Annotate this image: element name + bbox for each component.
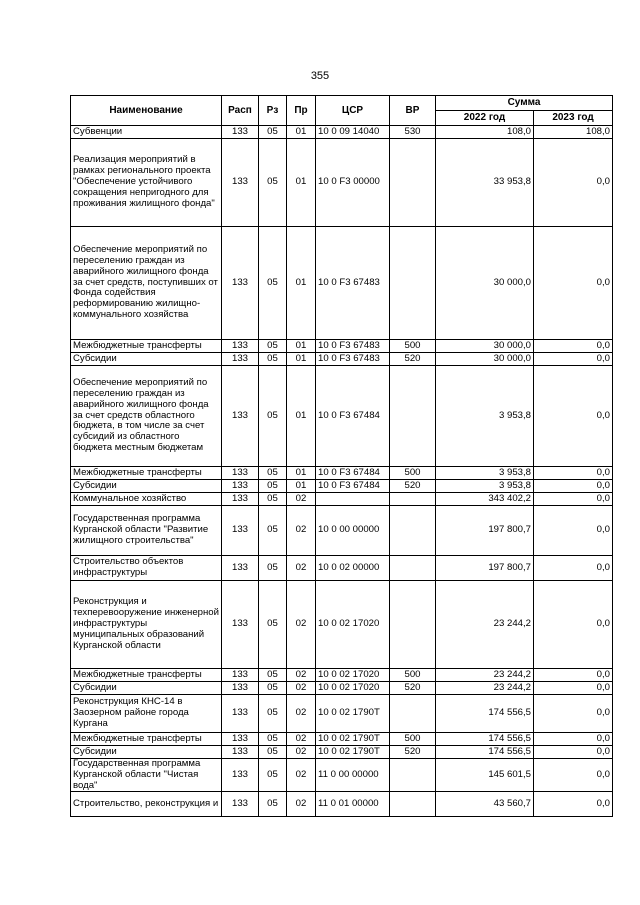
cell-rz: 05 [259,480,287,493]
cell-vr: 500 [390,467,436,480]
cell-sum-2022: 174 556,5 [436,746,534,759]
cell-sum-2022: 174 556,5 [436,733,534,746]
cell-sum-2022: 3 953,8 [436,366,534,467]
cell-pr: 01 [287,467,316,480]
cell-pr: 02 [287,695,316,733]
cell-rz: 05 [259,792,287,817]
cell-sum-2022: 23 244,2 [436,581,534,669]
cell-rasp: 133 [222,682,259,695]
cell-vr [390,695,436,733]
cell-vr [390,759,436,792]
cell-name: Государственная программа Курганской области "Развитие жилищного строительства" [71,506,222,556]
header-year-2022: 2022 год [436,111,534,126]
cell-name: Субсидии [71,746,222,759]
cell-vr [390,792,436,817]
cell-vr [390,556,436,581]
cell-pr: 01 [287,139,316,227]
header-csr: ЦСР [316,96,390,126]
header-rz: Рз [259,96,287,126]
cell-vr: 520 [390,480,436,493]
cell-rasp: 133 [222,139,259,227]
page-number: 355 [310,70,330,82]
cell-rz: 05 [259,227,287,340]
cell-name: Реконструкция КНС-14 в Заозерном районе города Кургана [71,695,222,733]
cell-rasp: 133 [222,669,259,682]
cell-rz: 05 [259,556,287,581]
cell-name: Обеспечение мероприятий по переселению граждан из аварийного жилищного фонда за счет средств областного бюджета, в том числе за счет субсидий из областного бюджета местным бюджетам [71,366,222,467]
cell-vr [390,493,436,506]
cell-name: Субсидии [71,353,222,366]
table-row [71,493,613,506]
cell-csr: 10 0 F3 67483 [316,340,390,353]
cell-name: Коммунальное хозяйство [71,493,222,506]
cell-sum-2022: 197 800,7 [436,506,534,556]
cell-csr: 10 0 00 00000 [316,506,390,556]
table-row [71,340,613,353]
cell-pr: 02 [287,682,316,695]
cell-pr: 02 [287,759,316,792]
cell-csr: 10 0 02 1790Т [316,733,390,746]
cell-sum-2022: 343 402,2 [436,493,534,506]
cell-pr: 01 [287,480,316,493]
cell-pr: 02 [287,556,316,581]
budget-table [70,95,613,817]
cell-rasp: 133 [222,353,259,366]
table-row [71,556,613,581]
cell-vr: 520 [390,353,436,366]
table-row [71,746,613,759]
cell-sum-2022: 43 560,7 [436,792,534,817]
cell-sum-2022: 30 000,0 [436,353,534,366]
cell-name: Субсидии [71,682,222,695]
cell-csr: 10 0 F3 67484 [316,366,390,467]
table-row [71,759,613,792]
cell-sum-2022: 108,0 [436,126,534,139]
cell-vr: 500 [390,733,436,746]
cell-rz: 05 [259,493,287,506]
header-year-2023: 2023 год [534,111,613,126]
cell-rz: 05 [259,669,287,682]
cell-sum-2023: 0,0 [534,556,613,581]
cell-rasp: 133 [222,340,259,353]
cell-rasp: 133 [222,581,259,669]
cell-sum-2023: 0,0 [534,139,613,227]
cell-csr: 10 0 F3 67484 [316,467,390,480]
cell-rasp: 133 [222,506,259,556]
cell-rz: 05 [259,682,287,695]
cell-pr: 01 [287,366,316,467]
cell-sum-2022: 3 953,8 [436,467,534,480]
cell-csr: 10 0 02 00000 [316,556,390,581]
header-pr: Пр [287,96,316,126]
cell-sum-2022: 33 953,8 [436,139,534,227]
cell-vr: 520 [390,746,436,759]
cell-name: Обеспечение мероприятий по переселению граждан из аварийного жилищного фонда за счет средств, поступивших от Фонда содействия реформированию жилищно-коммунального хозяйства [71,227,222,340]
table-row [71,126,613,139]
cell-csr [316,493,390,506]
cell-name: Субсидии [71,480,222,493]
cell-sum-2022: 3 953,8 [436,480,534,493]
cell-csr: 10 0 02 1790Т [316,695,390,733]
cell-rasp: 133 [222,746,259,759]
cell-sum-2023: 0,0 [534,581,613,669]
cell-csr: 10 0 F3 67483 [316,353,390,366]
cell-sum-2023: 0,0 [534,366,613,467]
cell-sum-2023: 0,0 [534,733,613,746]
cell-vr [390,227,436,340]
cell-sum-2022: 174 556,5 [436,695,534,733]
cell-name: Межбюджетные трансферты [71,669,222,682]
cell-sum-2022: 30 000,0 [436,340,534,353]
cell-vr: 520 [390,682,436,695]
cell-sum-2022: 30 000,0 [436,227,534,340]
cell-rasp: 133 [222,759,259,792]
table-row [71,480,613,493]
cell-rz: 05 [259,506,287,556]
cell-pr: 02 [287,792,316,817]
cell-pr: 02 [287,493,316,506]
cell-pr: 02 [287,746,316,759]
table-row [71,227,613,340]
cell-csr: 10 0 09 14040 [316,126,390,139]
cell-vr [390,581,436,669]
cell-pr: 01 [287,353,316,366]
cell-name: Строительство, реконструкция и [71,792,222,817]
cell-sum-2023: 108,0 [534,126,613,139]
cell-pr: 01 [287,340,316,353]
cell-name: Межбюджетные трансферты [71,467,222,480]
cell-sum-2023: 0,0 [534,340,613,353]
cell-csr: 10 0 02 17020 [316,581,390,669]
table-row [71,506,613,556]
cell-csr: 11 0 01 00000 [316,792,390,817]
cell-rasp: 133 [222,792,259,817]
header-name: Наименование [71,96,222,126]
cell-rasp: 133 [222,733,259,746]
table-row [71,467,613,480]
cell-sum-2023: 0,0 [534,353,613,366]
cell-name: Межбюджетные трансферты [71,733,222,746]
cell-pr: 02 [287,506,316,556]
table-row [71,695,613,733]
cell-sum-2023: 0,0 [534,227,613,340]
cell-rasp: 133 [222,493,259,506]
table-row [71,682,613,695]
cell-csr: 11 0 00 00000 [316,759,390,792]
table-row [71,581,613,669]
cell-sum-2023: 0,0 [534,759,613,792]
cell-sum-2022: 197 800,7 [436,556,534,581]
cell-vr [390,506,436,556]
cell-rz: 05 [259,733,287,746]
cell-csr: 10 0 02 1790Т [316,746,390,759]
cell-vr [390,366,436,467]
cell-name: Строительство объектов инфраструктуры [71,556,222,581]
cell-vr: 500 [390,669,436,682]
cell-rasp: 133 [222,480,259,493]
cell-sum-2023: 0,0 [534,493,613,506]
cell-pr: 02 [287,669,316,682]
cell-name: Реализация мероприятий в рамках регионального проекта "Обеспечение устойчивого сокращения непригодного для проживания жилищного фонда" [71,139,222,227]
table-row [71,366,613,467]
cell-rz: 05 [259,366,287,467]
cell-vr [390,139,436,227]
cell-rz: 05 [259,467,287,480]
table-row [71,139,613,227]
table-row [71,669,613,682]
cell-pr: 02 [287,581,316,669]
cell-rasp: 133 [222,695,259,733]
cell-rasp: 133 [222,556,259,581]
cell-sum-2023: 0,0 [534,506,613,556]
cell-csr: 10 0 02 17020 [316,682,390,695]
cell-name: Реконструкция и техперевооружение инженерной инфраструктуры муниципальных образований Курганской области [71,581,222,669]
table-body [71,126,613,817]
header-rasp: Расп [222,96,259,126]
cell-sum-2022: 145 601,5 [436,759,534,792]
cell-vr: 530 [390,126,436,139]
cell-sum-2023: 0,0 [534,792,613,817]
cell-csr: 10 0 F3 67483 [316,227,390,340]
cell-name: Субвенции [71,126,222,139]
cell-name: Межбюджетные трансферты [71,340,222,353]
header-sum: Сумма [436,96,613,111]
cell-rasp: 133 [222,467,259,480]
cell-rasp: 133 [222,227,259,340]
cell-rz: 05 [259,695,287,733]
cell-sum-2023: 0,0 [534,746,613,759]
cell-rz: 05 [259,581,287,669]
cell-pr: 01 [287,126,316,139]
cell-rz: 05 [259,353,287,366]
cell-rz: 05 [259,746,287,759]
table-row [71,792,613,817]
cell-sum-2022: 23 244,2 [436,682,534,695]
cell-rasp: 133 [222,126,259,139]
cell-csr: 10 0 F3 67484 [316,480,390,493]
cell-pr: 01 [287,227,316,340]
cell-vr: 500 [390,340,436,353]
table-row [71,353,613,366]
cell-rz: 05 [259,340,287,353]
cell-name: Государственная программа Курганской области "Чистая вода" [71,759,222,792]
table-row [71,733,613,746]
cell-sum-2023: 0,0 [534,695,613,733]
cell-sum-2023: 0,0 [534,669,613,682]
cell-rz: 05 [259,759,287,792]
cell-sum-2023: 0,0 [534,467,613,480]
cell-sum-2023: 0,0 [534,480,613,493]
cell-pr: 02 [287,733,316,746]
cell-csr: 10 0 F3 00000 [316,139,390,227]
cell-csr: 10 0 02 17020 [316,669,390,682]
cell-rasp: 133 [222,366,259,467]
cell-rz: 05 [259,139,287,227]
header-row [71,96,613,111]
cell-sum-2023: 0,0 [534,682,613,695]
cell-sum-2022: 23 244,2 [436,669,534,682]
header-vr: ВР [390,96,436,126]
cell-rz: 05 [259,126,287,139]
